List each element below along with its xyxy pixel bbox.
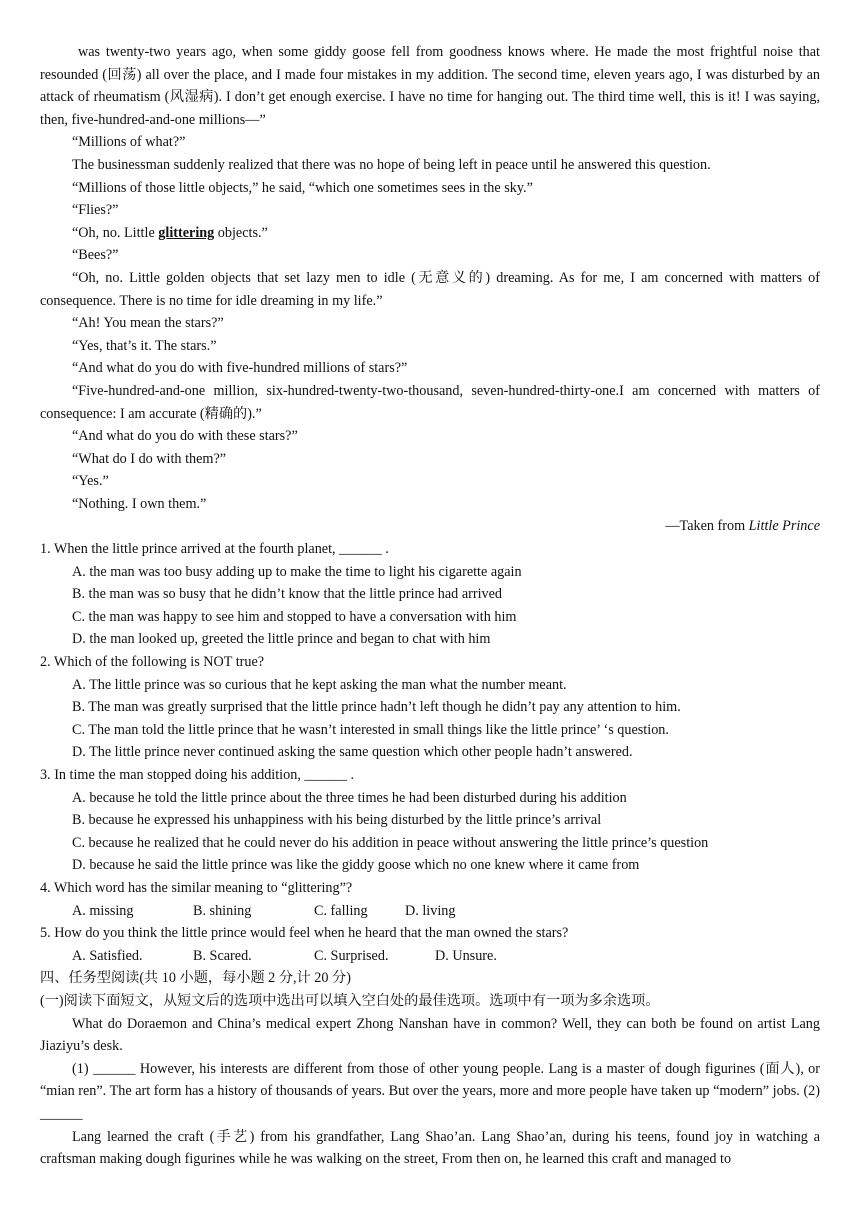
document-page xyxy=(40,41,820,1171)
question-2-stem: 2. Which of the following is NOT true? xyxy=(40,654,265,671)
passage-line: “And what do you do with five-hundred millions of stars?” xyxy=(72,360,408,377)
question-1-option-c[interactable]: C. the man was happy to see him and stopped to have a conversation with him xyxy=(72,608,517,625)
question-5-option-a[interactable]: A. Satisfied. xyxy=(72,947,143,964)
question-3-option-d[interactable]: D. because he said the little prince was like the giddy goose which no one knew where it came from xyxy=(72,857,640,874)
passage-line: “And what do you do with these stars?” xyxy=(72,428,298,445)
section-paragraph-1: What do Doraemon and China’s medical expert Zhong Nanshan have in common? Well, they can both be found on artist Lang Jiaziyu’s desk. xyxy=(40,1015,820,1055)
source-prefix: —Taken from xyxy=(665,518,749,535)
question-1-option-d[interactable]: D. the man looked up, greeted the little prince and began to chat with him xyxy=(72,631,491,648)
passage-line: “Flies?” xyxy=(72,202,119,219)
passage-text: “Oh, no. Little xyxy=(72,224,159,241)
passage-line: “Millions of what?” xyxy=(72,134,186,151)
question-4-option-c[interactable]: C. falling xyxy=(314,902,368,919)
question-4-option-d[interactable]: D. living xyxy=(405,902,456,919)
question-3-option-c[interactable]: C. because he realized that he could never do his addition in peace without answering the little prince’s question xyxy=(72,834,709,851)
passage-paragraph: “Five-hundred-and-one million, six-hundred-twenty-two-thousand, seven-hundred-thirty-one.I am concerned with matters of consequence: I am accurate (精确的).” xyxy=(40,382,820,422)
passage-line-glittering xyxy=(40,222,820,245)
question-5-option-c[interactable]: C. Surprised. xyxy=(314,947,389,964)
passage-source xyxy=(40,515,820,538)
passage-lead-paragraph: was twenty-two years ago, when some giddy goose fell from goodness knows where. He made the most frightful noise that resounded (回荡) all over the place, and I made four mistakes in my addition. The second time, eleven years ago, I was disturbed by an attack of rheumatism (风湿病). I don’t get enough exercise. I have no time for hanging out. The third time well, this is it! I was saying, then, five-hundred-and-one millions—” xyxy=(40,44,820,128)
passage-line: “Ah! You mean the stars?” xyxy=(72,315,224,332)
passage-paragraph: “Oh, no. Little golden objects that set lazy men to idle (无意义的) dreaming. As for me, I am concerned with matters of consequence. There is no time for idle dreaming in my life.” xyxy=(40,269,820,309)
question-2-option-c[interactable]: C. The man told the little prince that he wasn’t interested in small things like the little prince’ ‘s question. xyxy=(72,721,669,738)
section-paragraph-2: (1) ______ However, his interests are different from those of other young people. Lang is a master of dough figurines (面人), or “mian ren”. The art form has a history of thousands of years. But over the years, more and more people have taken up “modern” jobs. (2) ______ xyxy=(40,1060,820,1122)
question-5-options xyxy=(40,945,820,968)
question-2-option-a[interactable]: A. The little prince was so curious that he kept asking the man what the number meant. xyxy=(72,676,567,693)
question-5-option-b[interactable]: B. Scared. xyxy=(193,947,252,964)
source-title: Little Prince xyxy=(748,518,820,535)
section-instruction: (一)阅读下面短文，从短文后的选项中选出可以填入空白处的最佳选项。选项中有一项为多余选项。 xyxy=(40,992,660,1009)
passage-line: “Bees?” xyxy=(72,247,119,264)
question-1-stem: 1. When the little prince arrived at the fourth planet, ______ . xyxy=(40,541,389,558)
question-2-option-b[interactable]: B. The man was greatly surprised that the little prince hadn’t left though he didn’t pay any attention to him. xyxy=(72,699,681,716)
passage-text: objects.” xyxy=(214,224,268,241)
question-2-option-d[interactable]: D. The little prince never continued asking the same question which other people hadn’t answered. xyxy=(72,744,633,761)
passage-line: “Millions of those little objects,” he said, “which one sometimes sees in the sky.” xyxy=(72,179,533,196)
question-4-option-b[interactable]: B. shining xyxy=(193,902,252,919)
section-heading: 四、任务型阅读(共 10 小题，每小题 2 分,计 20 分) xyxy=(40,970,351,987)
passage-line: “Yes.” xyxy=(72,473,109,490)
section-paragraph-3: Lang learned the craft (手艺) from his grandfather, Lang Shao’an. Lang Shao’an, during his teens, found joy in watching a craftsman making dough figurines while he was walking on the street, From then on, he learned this craft and managed to xyxy=(40,1128,820,1168)
question-3-stem: 3. In time the man stopped doing his addition, ______ . xyxy=(40,767,355,783)
question-5-stem: 5. How do you think the little prince would feel when he heard that the man owned the stars? xyxy=(40,925,569,942)
passage-line: “Yes, that’s it. The stars.” xyxy=(72,337,217,354)
passage-line: “Nothing. I own them.” xyxy=(72,495,207,512)
question-5-option-d[interactable]: D. Unsure. xyxy=(435,947,497,964)
passage-line: “What do I do with them?” xyxy=(72,450,227,467)
question-1-option-a[interactable]: A. the man was too busy adding up to make the time to light his cigarette again xyxy=(72,563,522,580)
passage-line: The businessman suddenly realized that there was no hope of being left in peace until he answered this question. xyxy=(72,156,711,173)
highlighted-word-glittering: glittering xyxy=(158,224,215,241)
question-4-option-a[interactable]: A. missing xyxy=(72,902,134,919)
question-3-option-a[interactable]: A. because he told the little prince about the three times he had been disturbed during his addition xyxy=(72,789,627,806)
question-4-stem: 4. Which word has the similar meaning to “glittering”? xyxy=(40,879,353,896)
question-3-option-b[interactable]: B. because he expressed his unhappiness with his being disturbed by the little prince’s arrival xyxy=(72,812,602,829)
question-1-option-b[interactable]: B. the man was so busy that he didn’t know that the little prince had arrived xyxy=(72,586,502,603)
question-4-options xyxy=(40,900,820,923)
